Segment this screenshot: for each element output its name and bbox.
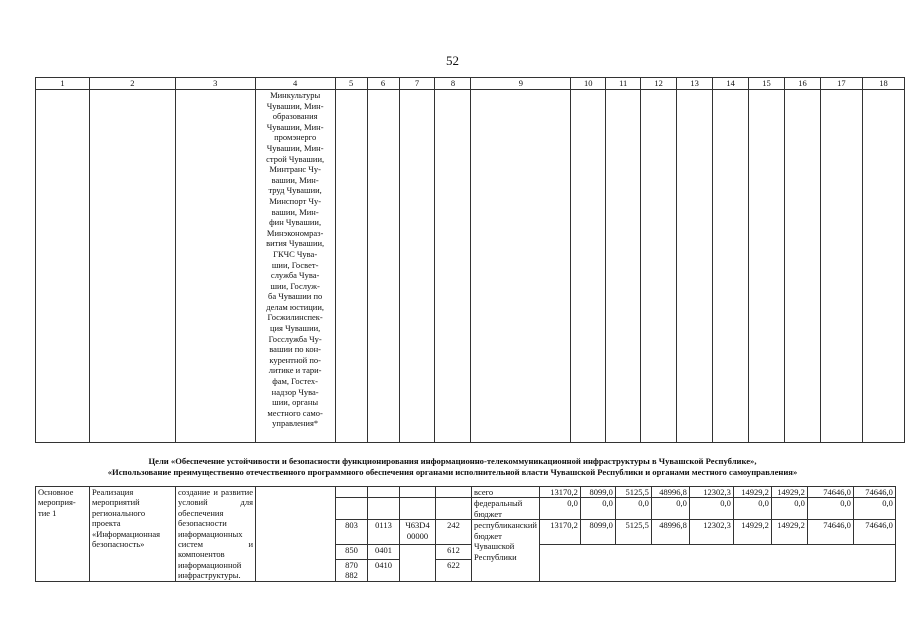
empty-cell (175, 90, 255, 443)
value-cell: 74646,0 (853, 520, 895, 545)
column-number: 1 (36, 78, 90, 90)
empty-cell (256, 487, 336, 582)
value-cell: 14929,2 (733, 487, 771, 498)
csr-cell (400, 498, 436, 520)
value-cell: 8099,0 (580, 487, 615, 498)
column-number: 17 (820, 78, 862, 90)
column-number: 2 (89, 78, 175, 90)
measure-description: создание и развитие условий для обеспечения безопасности информационных систем и компонентов информационной инфраструктуры. (176, 487, 256, 582)
column-number: 18 (862, 78, 904, 90)
value-cell: 8099,0 (580, 520, 615, 545)
empty-cell (367, 90, 399, 443)
column-number: 6 (367, 78, 399, 90)
rz-cell (368, 487, 400, 498)
value-cell: 0,0 (733, 498, 771, 520)
value-cell: 14929,2 (733, 520, 771, 545)
measure-name: Реализация мероприятий регионального проекта «Информационная безопасность» (90, 487, 176, 582)
csr-cell: Ч63D4 00000 (400, 520, 436, 545)
column-number: 4 (255, 78, 335, 90)
value-cell: 74646,0 (807, 487, 853, 498)
empty-cell (36, 90, 90, 443)
responsible-executors-cell: Минкультуры Чувашии, Мин- образования Чувашии, Мин- промэнерго Чувашии, Мин- строй Чувашии, Минтранс Чу- вашии, Мин- труд Чувашии, Минспорт Чу- вашии, Мин- фин Чувашии, Минэкономраз- вития Чувашии, ГКЧС Чува- шии, Госвет- служба Чува- шии, Гослуж- ба Чувашии по делам юстиции, Госжилинспек- ция Чувашии, Госслужба Чу- вашии по кон- курентной по- литике и тари- фам, Гостех- надзор Чува- шии, органы местного само- управления* (255, 90, 335, 443)
value-cell: 13170,2 (539, 487, 580, 498)
empty-cell (435, 90, 471, 443)
column-number: 12 (641, 78, 677, 90)
column-number: 7 (399, 78, 435, 90)
grbs-code: 882 (345, 570, 358, 581)
column-number: 14 (713, 78, 749, 90)
value-cell: 14929,2 (771, 520, 807, 545)
column-number-row (36, 78, 905, 90)
empty-cell (677, 90, 713, 443)
funding-source: республиканский бюджет Чувашской Республики (472, 520, 540, 581)
section-heading-line: Цели «Обеспечение устойчивости и безопасности функционирования информационно-телекоммуникационной инфраструктуры в Чувашской Республике», (148, 456, 757, 466)
empty-cell (785, 90, 821, 443)
value-cell: 0,0 (615, 498, 651, 520)
empty-cell (471, 90, 571, 443)
value-cell: 74646,0 (853, 487, 895, 498)
measure-status: Основное мероприя-тие 1 (36, 487, 90, 582)
value-cell: 0,0 (771, 498, 807, 520)
empty-cell (335, 90, 367, 443)
value-cell: 5125,5 (615, 520, 651, 545)
rz-cell: 0113 (368, 520, 400, 545)
value-cell: 0,0 (853, 498, 895, 520)
value-cell: 14929,2 (771, 487, 807, 498)
rz-cell: 0410 (368, 559, 400, 581)
column-number: 13 (677, 78, 713, 90)
empty-cell (820, 90, 862, 443)
grbs-cell: 803 (336, 520, 368, 545)
column-number: 10 (571, 78, 606, 90)
table-continuation (35, 77, 905, 443)
empty-cell (641, 90, 677, 443)
grbs-cell: 850 (336, 545, 368, 560)
grbs-cell (336, 487, 368, 498)
page-number: 52 (446, 53, 459, 68)
value-cell: 5125,5 (615, 487, 651, 498)
value-cell: 48996,8 (651, 520, 689, 545)
value-cell: 0,0 (689, 498, 733, 520)
vr-cell: 622 (436, 559, 472, 581)
value-cell: 74646,0 (807, 520, 853, 545)
funding-source: всего (472, 487, 540, 498)
empty-cell (89, 90, 175, 443)
empty-cell (400, 545, 436, 581)
grbs-code: 870 (345, 559, 358, 570)
continuation-row (36, 90, 905, 443)
column-number: 16 (785, 78, 821, 90)
empty-cell (539, 545, 895, 581)
value-cell: 0,0 (807, 498, 853, 520)
rz-cell: 0401 (368, 545, 400, 560)
table-row (36, 487, 896, 498)
vr-cell (436, 498, 472, 520)
value-cell: 12302,3 (689, 487, 733, 498)
empty-cell (713, 90, 749, 443)
column-number: 15 (749, 78, 785, 90)
vr-cell (436, 487, 472, 498)
funding-source: федеральный бюджет (472, 498, 540, 520)
value-cell: 12302,3 (689, 520, 733, 545)
rz-cell (368, 498, 400, 520)
value-cell: 48996,8 (651, 487, 689, 498)
empty-cell (571, 90, 606, 443)
column-number: 5 (335, 78, 367, 90)
value-cell: 0,0 (651, 498, 689, 520)
column-number: 9 (471, 78, 571, 90)
grbs-cell (336, 498, 368, 520)
vr-cell: 612 (436, 545, 472, 560)
empty-cell (399, 90, 435, 443)
empty-cell (606, 90, 641, 443)
section-heading-line: «Использование преимущественно отечественного программного обеспечения органами исполнительной власти Чувашской Республики и органами местного самоуправления» (107, 467, 798, 477)
value-cell: 13170,2 (539, 520, 580, 545)
section-heading (35, 456, 870, 478)
empty-cell (749, 90, 785, 443)
grbs-cell (336, 559, 368, 581)
column-number: 3 (175, 78, 255, 90)
column-number: 11 (606, 78, 641, 90)
csr-cell (400, 487, 436, 498)
value-cell: 0,0 (580, 498, 615, 520)
vr-cell: 242 (436, 520, 472, 545)
empty-cell (862, 90, 904, 443)
measure-table (35, 486, 896, 582)
value-cell: 0,0 (539, 498, 580, 520)
column-number: 8 (435, 78, 471, 90)
